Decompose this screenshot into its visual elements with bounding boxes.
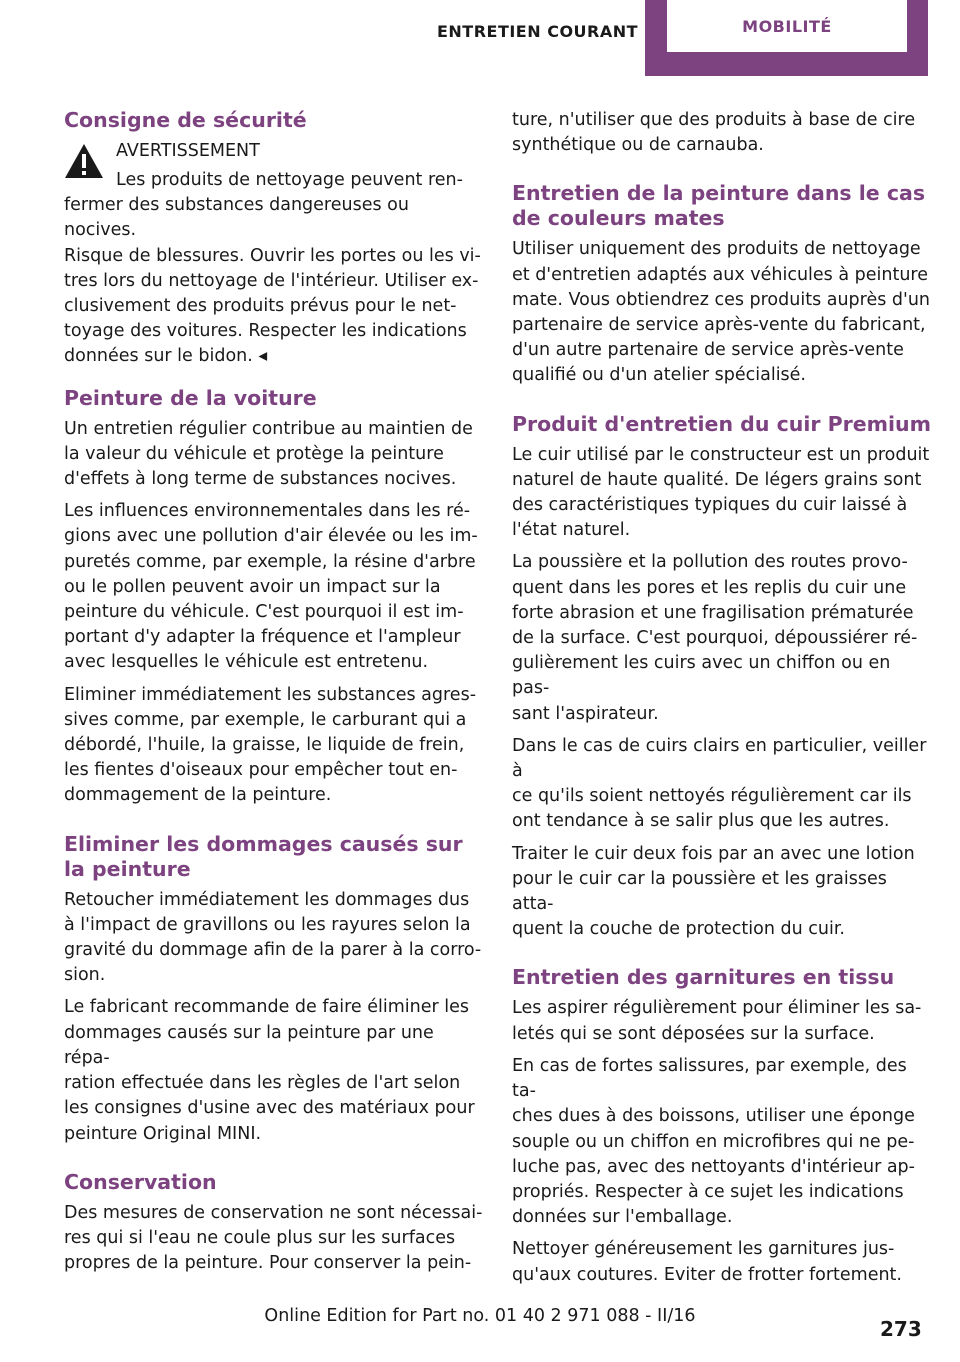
warning-block	[64, 139, 484, 370]
paragraph: Eliminer immédiatement les substances agres- sives comme, par exemple, le carburant qui a débordé, l'huile, la graisse, le liquide de frein, les fientes d'oiseaux pour empêcher tout en- dommagement de la peinture.	[64, 684, 477, 806]
heading-leather-care: Produit d'entretien du cuir Premium	[512, 411, 931, 436]
warning-text-first-line: Les produits de nettoyage peuvent ren-	[116, 170, 463, 190]
paragraph: Retoucher immédiatement les dommages dus à l'impact de gravillons ou les rayures selon la gravité du dommage afin de la parer à la corro- sion.	[64, 889, 482, 986]
paragraph: ture, n'utiliser que des produits à base de cire synthétique ou de carnauba.	[512, 110, 916, 156]
paragraph: Utiliser uniquement des produits de nettoyage et d'entretien adaptés aux véhicules à peinture mate. Vous obtiendrez ces produits auprès d'un partenaire de service après-vente du fabricant, d'un autre partenaire de service après-vente qualifié ou d'un atelier spécialisé.	[512, 239, 931, 386]
chapter-title: ENTRETIEN COURANT	[436, 21, 639, 41]
heading-conservation: Conservation	[64, 1169, 217, 1194]
paragraph: La poussière et la pollution des routes provo- quent dans les pores et les replis du cuir une forte abrasion et une fragilisation prématurée de la surface. C'est pourquoi, dépoussiérer ré- gulièrement les cuirs avec un chiffon ou en pas- sant l'aspirateur.	[512, 552, 918, 724]
section-tab-label: MOBILITÉ	[667, 0, 907, 52]
paragraph: Un entretien régulier contribue au maintien de la valeur du véhicule et protège la peinture d'effets à long terme de substances nocives.	[64, 418, 473, 490]
paragraph: En cas de fortes salissures, par exemple, des ta- ches dues à des boissons, utiliser une éponge souple ou un chiffon en microfibres qui ne pe- luche pas, avec des nettoyants d'intérieur ap- propriés. Respecter à ce sujet les indications données sur l'emballage.	[512, 1055, 915, 1228]
heading-car-paint: Peinture de la voiture	[64, 385, 317, 410]
paragraph: Des mesures de conservation ne sont nécessai- res qui si l'eau ne coule plus sur les surfaces propres de la peinture. Pour conserver la pein-	[64, 1202, 483, 1274]
warning-title: AVERTISSEMENT	[116, 141, 260, 161]
section-tab[interactable]	[645, 0, 928, 76]
edition-footer: Online Edition for Part no. 01 40 2 971 088 - II/16	[264, 1306, 696, 1326]
warning-icon	[64, 143, 104, 179]
heading-matte-paint: Entretien de la peinture dans le cas de couleurs mates	[512, 181, 926, 231]
heading-fabric-care: Entretien des garnitures en tissu	[512, 965, 895, 990]
paragraph: Dans le cas de cuirs clairs en particulier, veiller à ce qu'ils soient nettoyés régulièrement car ils ont tendance à se salir plus que les autres.	[512, 735, 927, 832]
heading-safety-notice: Consigne de sécurité	[64, 108, 307, 132]
warning-text: fermer des substances dangereuses ou nocives. Risque de blessures. Ouvrir les portes ou les vi- tres lors du nettoyage de l'intérieur. Utiliser ex- clusivement des produits prévus pour le net- toyage des voitures. Respecter les indications données sur le bidon. ◂	[64, 195, 481, 367]
paragraph: Le cuir utilisé par le constructeur est un produit naturel de haute qualité. De légers grains sont des caractéristiques typiques du cuir laissé à l'état naturel.	[512, 444, 930, 541]
paragraph: Les aspirer régulièrement pour éliminer les sa- letés qui se sont déposées sur la surface.	[512, 998, 922, 1044]
paragraph: Le fabricant recommande de faire éliminer les dommages causés sur la peinture par une répa- ration effectuée dans les règles de l'art selon les consignes d'usine avec des matériaux pour peinture Original MINI.	[64, 997, 475, 1144]
paragraph: Traiter le cuir deux fois par an avec une lotion pour le cuir car la poussière et les graisses atta- quent la couche de protection du cuir.	[512, 843, 915, 940]
right-column	[512, 108, 932, 1295]
heading-paint-damage: Eliminer les dommages causés sur la peinture	[64, 831, 463, 881]
paragraph: Les influences environnementales dans les ré- gions avec une pollution d'air élevée ou les im- puretés comme, par exemple, la résine d'arbre ou le pollen peuvent avoir un impact sur la peinture du véhicule. C'est pourquoi il est im- portant d'y adapter la fréquence et l'ampleur avec lesquelles le véhicule est entretenu.	[64, 501, 478, 673]
page-number: 273	[880, 1317, 922, 1341]
paragraph: Nettoyer généreusement les garnitures jus- qu'aux coutures. Eviter de frotter fortement.	[512, 1239, 902, 1285]
left-column	[64, 108, 484, 1283]
